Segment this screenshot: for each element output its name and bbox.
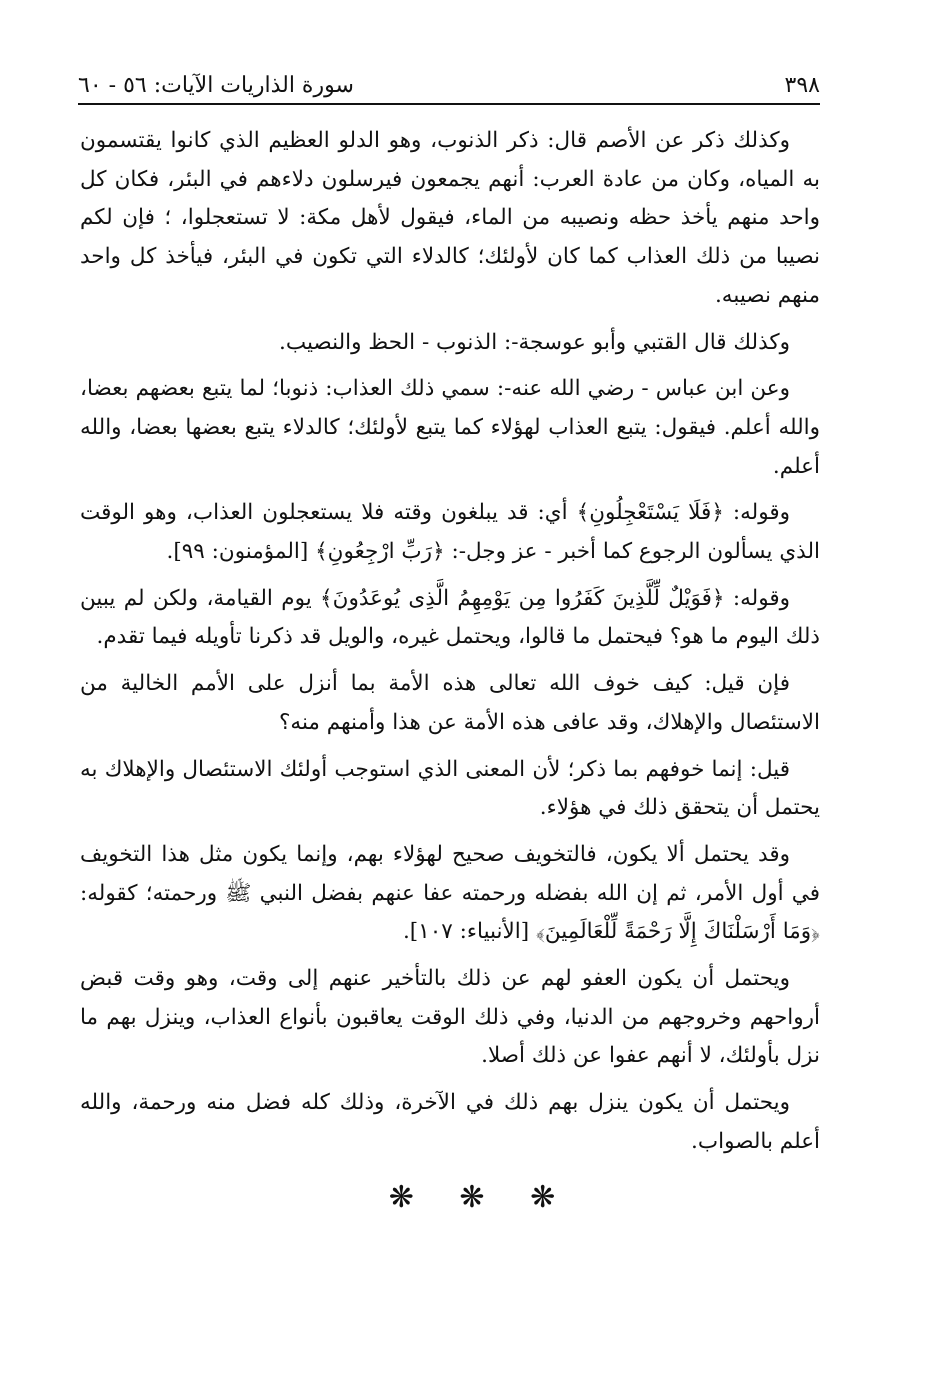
page-number: ٣٩٨ [784, 73, 820, 98]
paragraph: ويحتمل أن يكون ينزل بهم ذلك في الآخرة، وذلك كله فضل منه ورحمة، والله أعلم بالصواب. [80, 1090, 820, 1154]
paragraph: وكذلك ذكر عن الأصم قال: ذكر الذنوب، وهو الدلو العظيم الذي كانوا يقتسمون به المياه، وكان من عادة العرب: أنهم يجمعون فيرسلون دلاءهم في البئر، فكان كل واحد منهم يأخذ حظه ونصيبه من الماء، فيقول لأهل مكة: لا تستعجلوا، ؛ فإن لكم نصيبا من ذلك العذاب كما كان لأولئك؛ كالدلاء التي تكون في البئر، فيأخذ كل واحد منهم نصيبه. [80, 128, 820, 308]
running-title: سورة الذاريات الآيات: ٥٦ - ٦٠ [78, 73, 354, 98]
paragraph: قيل: إنما خوفهم بما ذكر؛ لأن المعنى الذي استوجب أولئك الاستئصال والإهلاك به يحتمل أن يتحقق ذلك في هؤلاء. [80, 756, 820, 821]
section-end-ornament [0, 1180, 944, 1215]
asterism-star-icon: ❋ [459, 1180, 485, 1215]
paragraph: وقد يحتمل ألا يكون، فالتخويف صحيح لهؤلاء بهم، وإنما يكون مثل هذا التخويف في أول الأمر، ثم إن الله بفضله ورحمته عفا عنهم بفضل النبي ﷺ ورحمته؛ كقوله: ﴿وَمَا أَرْسَلْنَاكَ إِلَّا رَحْمَةً لِّلْعَالَمِينَ﴾ [الأنبياء: ١٠٧]. [80, 841, 820, 945]
paragraph: وقوله: ﴿فَلَا يَسْتَعْجِلُونِ﴾ أي: قد يبلغون وقته فلا يستعجلون العذاب، وهو الوقت الذي يسألون الرجوع كما أخبر - عز وجل-: ﴿رَبِّ ارْجِعُونِ﴾ [المؤمنون: ٩٩]. [80, 500, 820, 565]
header-rule [78, 103, 820, 105]
asterism-star-icon: ❋ [530, 1180, 556, 1215]
paragraph: وقوله: ﴿فَوَيْلٌ لِّلَّذِينَ كَفَرُوا مِن يَوْمِهِمُ الَّذِى يُوعَدُونَ﴾ يوم القيامة، ولكن لم يبين ذلك اليوم ما هو؟ فيحتمل ما قالوا، ويحتمل غيره، والويل قد ذكرنا تأويله فيما تقدم. [80, 585, 820, 650]
paragraph: وكذلك قال القتبي وأبو عوسجة-: الذنوب - الحظ والنصيب. [279, 329, 790, 355]
page-header [78, 58, 820, 98]
paragraph: فإن قيل: كيف خوف الله تعالى هذه الأمة بما أنزل على الأمم الخالية من الاستئصال والإهلاك، وقد عافى هذه الأمة عن هذا وأمنهم منه؟ [80, 671, 820, 735]
asterism-star-icon: ❋ [388, 1180, 414, 1215]
paragraph: ويحتمل أن يكون العفو لهم عن ذلك بالتأخير عنهم إلى وقت، وهو وقت قبض أرواحهم وخروجهم من الدنيا، وفي ذلك الوقت يعاقبون بأنواع العذاب، وينزل بهم ما نزل بأولئك، لا أنهم عفوا عن ذلك أصلا. [80, 966, 820, 1069]
body-text [80, 122, 820, 1170]
paragraph: وعن ابن عباس - رضي الله عنه-: سمي ذلك العذاب: ذنوبا؛ لما يتبع بعضهم بعضا، والله أعلم. فيقول: يتبع العذاب لهؤلاء كما يتبع لأولئك؛ كالدلاء يتبع بعضها بعضا، والله أعلم. [80, 376, 820, 479]
